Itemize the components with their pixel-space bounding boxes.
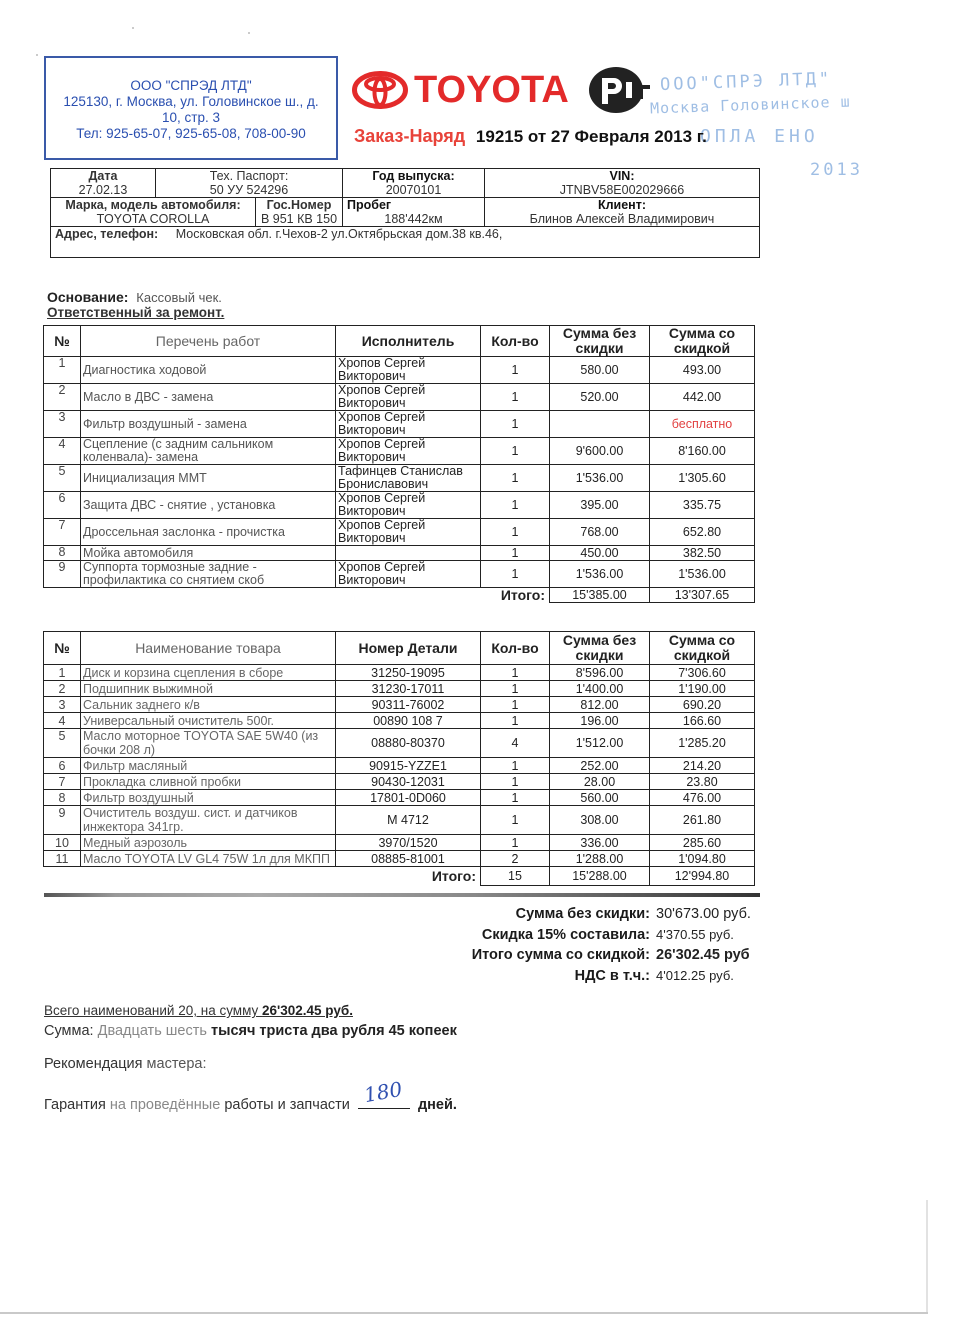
sum-words-part2: тысяч триста два рубля 45 копеек: [210, 1023, 457, 1039]
summary-total-value: 26'302.45 руб: [656, 947, 750, 963]
item-qty: 1: [481, 697, 550, 713]
date-label: Дата: [88, 169, 118, 183]
work-number: 2: [44, 384, 81, 411]
item-number: 7: [44, 774, 81, 790]
payment-stamp-paid: ОПЛА ЕНО: [700, 126, 819, 147]
page-edge: [926, 1200, 928, 1314]
item-part-number: 08885-81001: [336, 851, 481, 867]
toyota-emblem-icon: [352, 71, 408, 109]
work-executor: Хропов Сергей Викторович: [336, 411, 481, 438]
model-value: TOYOTA COROLLA: [96, 212, 210, 226]
goods-col-sum: Сумма без скидки: [550, 632, 650, 665]
work-sum: 1'536.00: [550, 561, 650, 588]
work-qty: 1: [481, 561, 550, 588]
item-discounted: 1'094.80: [650, 851, 755, 867]
order-summary: [420, 906, 760, 988]
item-qty: 1: [481, 774, 550, 790]
work-qty: 1: [481, 465, 550, 492]
work-name: Суппорта тормозные задние - профилактика со снятием скоб: [81, 561, 336, 588]
item-qty: 1: [481, 758, 550, 774]
item-number: 6: [44, 758, 81, 774]
item-name: Универсальный очиститель 500г.: [81, 713, 336, 729]
table-row: [44, 492, 755, 519]
table-row: [44, 411, 755, 438]
work-discounted: 652.80: [650, 519, 755, 546]
work-sum: 768.00: [550, 519, 650, 546]
item-sum: 28.00: [550, 774, 650, 790]
item-part-number: 3970/1520: [336, 835, 481, 851]
item-name: Фильтр масляный: [81, 758, 336, 774]
warranty-line: [44, 1076, 457, 1113]
basis-label: Основание:: [47, 289, 129, 305]
work-sum: 450.00: [550, 546, 650, 561]
item-number: 10: [44, 835, 81, 851]
work-name: Мойка автомобиля: [81, 546, 336, 561]
client-value: Блинов Алексей Владимирович: [529, 212, 715, 226]
item-part-number: M 4712: [336, 806, 481, 835]
work-executor: [336, 546, 481, 561]
summary-no-discount-value: 30'673.00 руб.: [656, 906, 751, 922]
item-part-number: 90430-12031: [336, 774, 481, 790]
item-name: Диск и корзина сцепления в сборе: [81, 665, 336, 681]
work-executor: Тафинцев Станислав Брониславович: [336, 465, 481, 492]
works-col-sum: Сумма без скидки: [550, 326, 650, 357]
item-number: 5: [44, 729, 81, 758]
item-name: Сальник заднего к/в: [81, 697, 336, 713]
item-sum: 1'288.00: [550, 851, 650, 867]
table-row: [44, 851, 755, 867]
work-sum: 1'536.00: [550, 465, 650, 492]
item-discounted: 690.20: [650, 697, 755, 713]
section-divider: [44, 893, 760, 897]
works-table: [43, 325, 755, 603]
work-discounted-free: бесплатно: [650, 411, 755, 438]
summary-total-row: [420, 947, 760, 968]
item-number: 4: [44, 713, 81, 729]
item-sum: 1'400.00: [550, 681, 650, 697]
item-sum: 308.00: [550, 806, 650, 835]
work-executor: Хропов Сергей Викторович: [336, 561, 481, 588]
work-sum: [550, 411, 650, 438]
items-total-line: [44, 1003, 353, 1018]
item-name: Фильтр воздушный: [81, 790, 336, 806]
item-name: Прокладка сливной пробки: [81, 774, 336, 790]
company-phones: Тел: 925-65-07, 925-65-08, 708-00-90: [76, 126, 306, 141]
item-discounted: 476.00: [650, 790, 755, 806]
page-edge: [0, 1312, 928, 1314]
item-part-number: 31250-19095: [336, 665, 481, 681]
item-sum: 812.00: [550, 697, 650, 713]
table-row: [44, 384, 755, 411]
works-total-row: [44, 588, 755, 603]
year-label: Год выпуска:: [372, 169, 455, 183]
summary-discount-value: 4'370.55 руб.: [656, 926, 734, 942]
summary-vat-value: 4'012.25 руб.: [656, 967, 734, 983]
works-total-discounted: 13'307.65: [650, 588, 755, 603]
work-number: 8: [44, 546, 81, 561]
items-total-prefix: Всего наименований 20, на сумму: [44, 1003, 263, 1018]
item-discounted: 214.20: [650, 758, 755, 774]
item-part-number: 31230-17011: [336, 681, 481, 697]
work-discounted: 335.75: [650, 492, 755, 519]
item-part-number: 90311-76002: [336, 697, 481, 713]
toyota-logo: [352, 70, 569, 110]
responsible-label: Ответственный за ремонт.: [47, 305, 225, 320]
work-sum: 580.00: [550, 357, 650, 384]
work-qty: 1: [481, 438, 550, 465]
goods-total-sum: 15'288.00: [550, 867, 650, 886]
work-discounted: 1'305.60: [650, 465, 755, 492]
work-name: Диагностика ходовой: [81, 357, 336, 384]
recommend-label-rest: мастера:: [146, 1056, 207, 1072]
item-discounted: 23.80: [650, 774, 755, 790]
item-discounted: 166.60: [650, 713, 755, 729]
table-row: [44, 835, 755, 851]
order-title: [354, 126, 707, 147]
goods-total-label: Итого:: [431, 868, 476, 885]
item-name: Масло TOYOTA LV GL4 75W 1л для МКПП: [81, 851, 336, 867]
work-discounted: 382.50: [650, 546, 755, 561]
item-number: 1: [44, 665, 81, 681]
warranty-suffix: дней.: [417, 1097, 457, 1113]
table-row: [44, 665, 755, 681]
summary-discount-row: [420, 927, 760, 948]
works-total-label: Итого:: [500, 586, 545, 603]
table-row: [44, 729, 755, 758]
table-row: [44, 758, 755, 774]
year-value: 20070101: [385, 183, 442, 197]
work-discounted: 442.00: [650, 384, 755, 411]
work-executor: Хропов Сергей Викторович: [336, 357, 481, 384]
passport-value: 50 УУ 524296: [209, 183, 289, 197]
scan-speck: [36, 54, 38, 56]
goods-col-qty: Кол-во: [481, 632, 550, 665]
goods-col-name: Наименование товара: [81, 632, 336, 665]
item-qty: 4: [481, 729, 550, 758]
vin-value: JTNBV58E002029666: [559, 183, 685, 197]
work-name: Дроссельная заслонка - прочистка: [81, 519, 336, 546]
item-name: Очиститель воздуш. сист. и датчиков инжектора 341гр.: [81, 806, 336, 835]
work-number: 3: [44, 411, 81, 438]
goods-total-qty: 15: [481, 867, 550, 886]
toyota-wordmark: TOYOTA: [414, 69, 569, 111]
item-qty: 1: [481, 713, 550, 729]
scan-speck: [132, 27, 134, 29]
payment-stamp-line1: ООО"СПРЭ ЛТД": [659, 69, 833, 95]
work-qty: 1: [481, 357, 550, 384]
item-qty: 1: [481, 681, 550, 697]
item-sum: 560.00: [550, 790, 650, 806]
address-value: Московская обл. г.Чехов-2 ул.Октябрьская дом.38 кв.46,: [175, 227, 503, 241]
works-col-qty: Кол-во: [481, 326, 550, 357]
item-name: Подшипник выжимной: [81, 681, 336, 697]
table-row: [44, 806, 755, 835]
work-number: 6: [44, 492, 81, 519]
work-name: Инициализация ММТ: [81, 465, 336, 492]
plate-label: Гос.Номер: [266, 198, 332, 212]
warranty-days-handwritten: 180: [362, 1076, 404, 1108]
works-col-number: №: [44, 326, 81, 357]
basis: [47, 289, 222, 305]
summary-vat-row: [420, 968, 760, 989]
address-label: Адрес, телефон:: [55, 227, 159, 241]
item-discounted: 1'285.20: [650, 729, 755, 758]
work-sum: 395.00: [550, 492, 650, 519]
item-part-number: 08880-80370: [336, 729, 481, 758]
summary-discount-label: Скидка 15% составила:: [481, 926, 650, 943]
passport-label: Тех. Паспорт:: [209, 169, 289, 183]
summary-vat-label: НДС в т.ч.:: [574, 967, 650, 984]
table-row: [44, 561, 755, 588]
table-row: [44, 519, 755, 546]
rst-certification-icon: [588, 66, 650, 114]
work-discounted: 493.00: [650, 357, 755, 384]
item-part-number: 17801-0D060: [336, 790, 481, 806]
item-name: Масло моторное TOYOTA SAE 5W40 (из бочки 208 л): [81, 729, 336, 758]
item-qty: 1: [481, 665, 550, 681]
basis-value: Кассовый чек.: [136, 290, 222, 305]
table-row: [44, 790, 755, 806]
goods-col-number: №: [44, 632, 81, 665]
goods-col-part: Номер Детали: [336, 632, 481, 665]
vehicle-info-table: [50, 168, 760, 258]
work-executor: Хропов Сергей Викторович: [336, 519, 481, 546]
date-value: 27.02.13: [78, 183, 128, 197]
payment-stamp-line2: Москва Головинское ш: [649, 92, 851, 118]
work-name: Защита ДВС - снятие , установка: [81, 492, 336, 519]
mileage-value: 188'442км: [384, 212, 443, 226]
work-discounted: 8'160.00: [650, 438, 755, 465]
work-executor: Хропов Сергей Викторович: [336, 492, 481, 519]
work-number: 9: [44, 561, 81, 588]
item-number: 3: [44, 697, 81, 713]
work-qty: 1: [481, 492, 550, 519]
item-discounted: 285.60: [650, 835, 755, 851]
work-executor: Хропов Сергей Викторович: [336, 438, 481, 465]
item-qty: 1: [481, 790, 550, 806]
model-label: Марка, модель автомобиля:: [65, 198, 241, 212]
goods-total-discounted: 12'994.80: [650, 867, 755, 886]
work-sum: 520.00: [550, 384, 650, 411]
item-part-number: 00890 108 7: [336, 713, 481, 729]
item-discounted: 7'306.60: [650, 665, 755, 681]
item-discounted: 1'190.00: [650, 681, 755, 697]
work-qty: 1: [481, 546, 550, 561]
warranty-rest: работы и запчасти: [224, 1097, 350, 1113]
works-col-executor: Исполнитель: [336, 326, 481, 357]
table-row: [44, 546, 755, 561]
plate-value: В 951 КВ 150: [260, 212, 338, 226]
item-qty: 1: [481, 806, 550, 835]
warranty-label: Гарантия: [44, 1097, 106, 1113]
sum-in-words: [44, 1023, 457, 1039]
table-row: [44, 438, 755, 465]
table-row: [44, 713, 755, 729]
table-row: [44, 774, 755, 790]
works-col-discounted: Сумма со скидкой: [650, 326, 755, 357]
scan-speck: [248, 32, 250, 34]
sum-words-part1: Двадцать шесть: [97, 1023, 207, 1039]
item-number: 8: [44, 790, 81, 806]
item-number: 9: [44, 806, 81, 835]
item-sum: 252.00: [550, 758, 650, 774]
summary-no-discount-label: Сумма без скидки:: [515, 906, 650, 922]
item-sum: 336.00: [550, 835, 650, 851]
table-row: [44, 697, 755, 713]
work-discounted: 1'536.00: [650, 561, 755, 588]
work-executor: Хропов Сергей Викторович: [336, 384, 481, 411]
company-address-line1: 125130, г. Москва, ул. Головинское ш., д.: [63, 94, 319, 109]
goods-total-row: [44, 867, 755, 886]
table-row: [44, 681, 755, 697]
payment-stamp-year: 2013: [810, 160, 863, 180]
work-number: 7: [44, 519, 81, 546]
table-row: [44, 465, 755, 492]
works-col-name: Перечень работ: [81, 326, 336, 357]
goods-col-discounted: Сумма со скидкой: [650, 632, 755, 665]
work-sum: 9'600.00: [550, 438, 650, 465]
works-total-sum: 15'385.00: [550, 588, 650, 603]
vin-label: VIN:: [609, 169, 635, 183]
company-address-line2: 10, стр. 3: [162, 110, 220, 125]
item-sum: 8'596.00: [550, 665, 650, 681]
item-name: Медный аэрозоль: [81, 835, 336, 851]
warranty-mid: на проведённые: [109, 1097, 221, 1113]
work-number: 5: [44, 465, 81, 492]
client-label: Клиент:: [597, 198, 647, 212]
work-name: Сцепление (с задним сальником коленвала)- замена: [81, 438, 336, 465]
work-number: 1: [44, 357, 81, 384]
items-total-sum: 26'302.45 руб.: [262, 1003, 353, 1018]
warranty-days-field: [358, 1076, 410, 1109]
work-qty: 1: [481, 411, 550, 438]
item-number: 2: [44, 681, 81, 697]
master-recommendation: [44, 1056, 207, 1072]
company-name: ООО "СПРЭД ЛТД": [130, 78, 252, 93]
work-qty: 1: [481, 384, 550, 411]
company-info-box: [44, 56, 338, 160]
item-qty: 2: [481, 851, 550, 867]
item-discounted: 261.80: [650, 806, 755, 835]
work-name: Масло в ДВС - замена: [81, 384, 336, 411]
summary-total-label: Итого сумма со скидкой:: [471, 947, 650, 963]
item-sum: 1'512.00: [550, 729, 650, 758]
order-number-date: 19215 от 27 Февраля 2013 г.: [475, 127, 707, 146]
table-row: [44, 357, 755, 384]
item-sum: 196.00: [550, 713, 650, 729]
order-type-label: Заказ-Наряд: [354, 126, 466, 146]
work-qty: 1: [481, 519, 550, 546]
item-number: 11: [44, 851, 81, 867]
mileage-label: Пробег: [347, 198, 392, 212]
item-part-number: 90915-YZZE1: [336, 758, 481, 774]
goods-table: [43, 631, 755, 886]
item-qty: 1: [481, 835, 550, 851]
sum-words-label: Сумма:: [44, 1023, 94, 1039]
recommend-label: Рекомендация: [44, 1056, 143, 1072]
work-name: Фильтр воздушный - замена: [81, 411, 336, 438]
summary-no-discount-row: [420, 906, 760, 927]
work-number: 4: [44, 438, 81, 465]
